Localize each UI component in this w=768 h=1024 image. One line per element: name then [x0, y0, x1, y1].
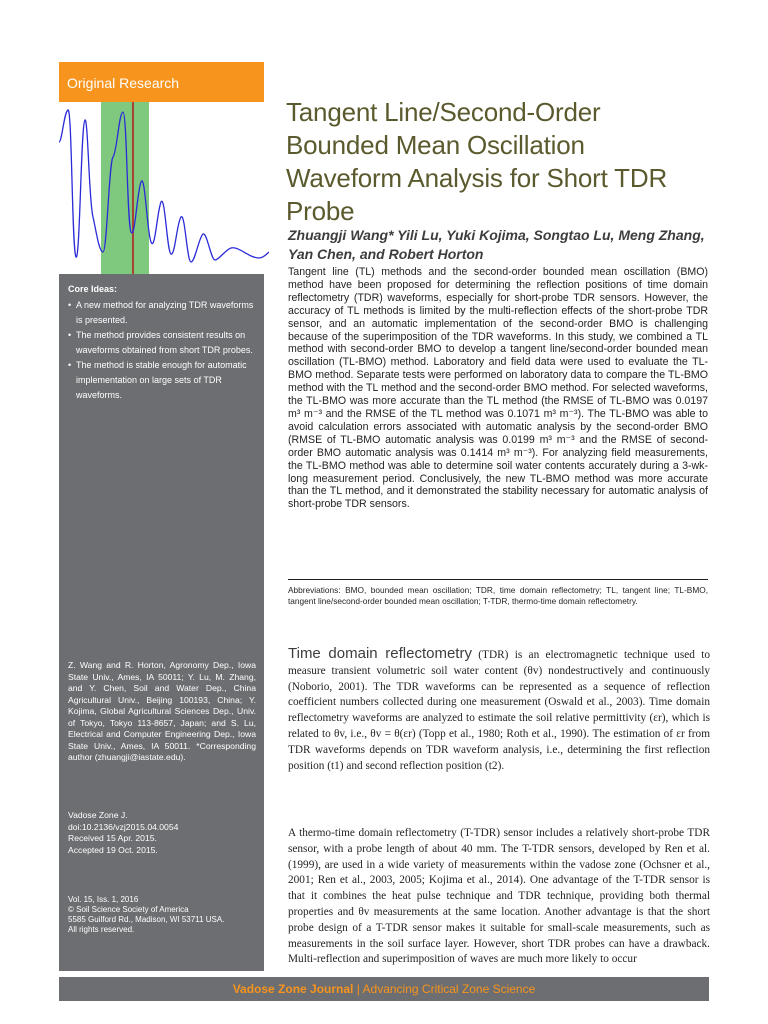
core-idea-text: A new method for analyzing TDR waveforms is presented. [76, 300, 254, 325]
waveform-illustration [59, 102, 269, 274]
doi: doi:10.2136/vzj2015.04.0054 [68, 821, 179, 832]
paper-title: Tangent Line/Second-Order Bounded Mean Oscillation Waveform Analysis for Short TDR Probe [286, 97, 668, 226]
tdr-waveform-line [59, 110, 269, 262]
core-ideas-heading: Core Ideas: [68, 284, 118, 294]
accepted-date: Accepted 19 Oct. 2015. [68, 844, 158, 855]
journal-footer [59, 977, 709, 1001]
publisher-address: 5585 Guilford Rd., Madison, WI 53711 USA. [68, 915, 225, 924]
core-idea-item: • A new method for analyzing TDR waveforms is presented. [68, 298, 258, 328]
core-idea-text: The method is stable enough for automatic implementation on large sets of TDR waveforms. [76, 360, 247, 400]
copyright: © Soil Science Society of America [68, 905, 189, 914]
abstract: Tangent line (TL) methods and the second-order bounded mean oscillation (BMO) method have been proposed for determining the reflection positions of time domain reflectometry (TDR) waveforms, especially for short-probe TDR sensors. However, the accuracy of TL methods is limited by the multi-reflection effects of the short-probe TDR sensor, and an automatic implementation of the second-order BMO is challenging because of the superimposition of the TDR waveforms. In this study, we combined a TL method with second-order BMO to develop a tangent line/second-order bounded mean oscillation (TL-BMO) method. Laboratory and field data were used to evaluate the TL-BMO method. Separate tests were performed on laboratory data to compare the TL-BMO method with the TL method and the second-order BMO method. For selected waveforms, the TL-BMO was more accurate than the TL method (the RMSE of TL-BMO was 0.0197 m³ m⁻³ and the RMSE of the TL method was 0.1071 m³ m⁻³). The TL-BMO was able to avoid calculation errors associated with automatic analysis by the second-order BMO (RMSE of TL-BMO automatic analysis was 0.0199 m³ m⁻³ and the RMSE of second-order BMO automatic analysis was 0.1414 m³ m⁻³). For analyzing field measurements, the TL-BMO method was able to determine soil water contents accurately during a 3-wk-long measurement period. Conclusively, the new TL-BMO method was more accurate than the TL method, and it demonstrated the stability necessary for automatic analysis of short-probe TDR sensors. [288, 266, 708, 511]
footer-tagline: Advancing Critical Zone Science [362, 982, 536, 996]
core-ideas [68, 282, 258, 403]
core-idea-item: • The method provides consistent results on waveforms obtained from short TDR probes. [68, 328, 258, 358]
core-idea-item: • The method is stable enough for automatic implementation on large sets of TDR waveforms. [68, 358, 258, 403]
rights: All rights reserved. [68, 925, 135, 934]
journal-abbrev: Vadose Zone J. [68, 810, 128, 820]
section-label: Original Research [67, 75, 180, 91]
author-affiliations: Z. Wang and R. Horton, Agronomy Dep., Iowa State Univ., Ames, IA 50011; Y. Lu, M. Zhang, and Y. Chen, Soil and Water Dep., China Agricultural Univ., Beijing 100193, China; Y. Kojima, Global Agricultural Sciences Dep., Univ. of Tokyo, Tokyo 113-8657, Japan; and S. Lu, Electrical and Computer Engineering Dep., Iowa State Univ., Ames, IA 50011. *Corresponding author (zhuangji@iastate.edu). [68, 660, 256, 762]
footer-journal-name: Vadose Zone Journal [232, 982, 354, 996]
core-idea-text: The method provides consistent results on waveforms obtained from short TDR probes. [76, 330, 253, 355]
side-panel [59, 274, 264, 971]
body-paragraph-2: A thermo-time domain reflectometry (T-TDR) sensor includes a relatively short-probe TDR sensor, with a probe length of about 40 mm. The T-TDR sensors, developed by Ren et al. (1999), are used in a wide variety of measurements within the vadose zone (Ochsner et al., 2001; Ren et al., 2003, 2005; Kojima et al., 2014). One advantage of the T-TDR sensor is that it combines the heat pulse technique and TDR technique, providing both thermal properties and θv measurements at the same location. Another advantage is that the short probe design of a T-TDR sensor makes it suitable for small-scale measurements, such as measurements in the soil surface layer. However, short TDR probes can have a drawback. Multi-reflection and superimposition of waves are much more likely to occur [288, 827, 710, 966]
author-list: Zhuangji Wang* Yili Lu, Yuki Kojima, Songtao Lu, Meng Zhang, Yan Chen, and Robert Horton [288, 227, 705, 262]
abbreviations: Abbreviations: BMO, bounded mean oscillation; TDR, time domain reflectometry; TL, tangent line; TL-BMO, tangent line/second-order bounded mean oscillation; T-TDR, thermo-time domain reflectometry. [288, 585, 708, 606]
citation-block [68, 810, 258, 856]
footer-separator: | [356, 982, 360, 996]
paragraph-text: (TDR) is an electromagnetic technique used to measure transient volumetric soil water content (θv) nondestructively and continuously (Noborio, 2001). The TDR waveforms can be represented as a sequence of reflection coefficient numbers collected during one measurement (Oswald et al., 2003). Time domain reflectometry waveforms are analyzed to estimate the soil relative permittivity (εr), which is related to θv, i.e., θv = θ(εr) (Topp et al., 1980; Roth et al., 1990). The estimation of εr from TDR waveforms depends on TDR waveform analysis, i.e., determining the first reflection position (t1) and second reflection position (t2). [288, 649, 710, 772]
section-label-bar [59, 62, 264, 102]
divider [288, 579, 708, 580]
body-paragraph-1 [288, 646, 710, 774]
volume-block [68, 895, 258, 935]
volume-issue: Vol. 15, Iss. 1, 2016 [68, 895, 139, 904]
section-lead-in: Time domain reflectometry [288, 645, 472, 662]
received-date: Received 15 Apr. 2015. [68, 833, 157, 843]
